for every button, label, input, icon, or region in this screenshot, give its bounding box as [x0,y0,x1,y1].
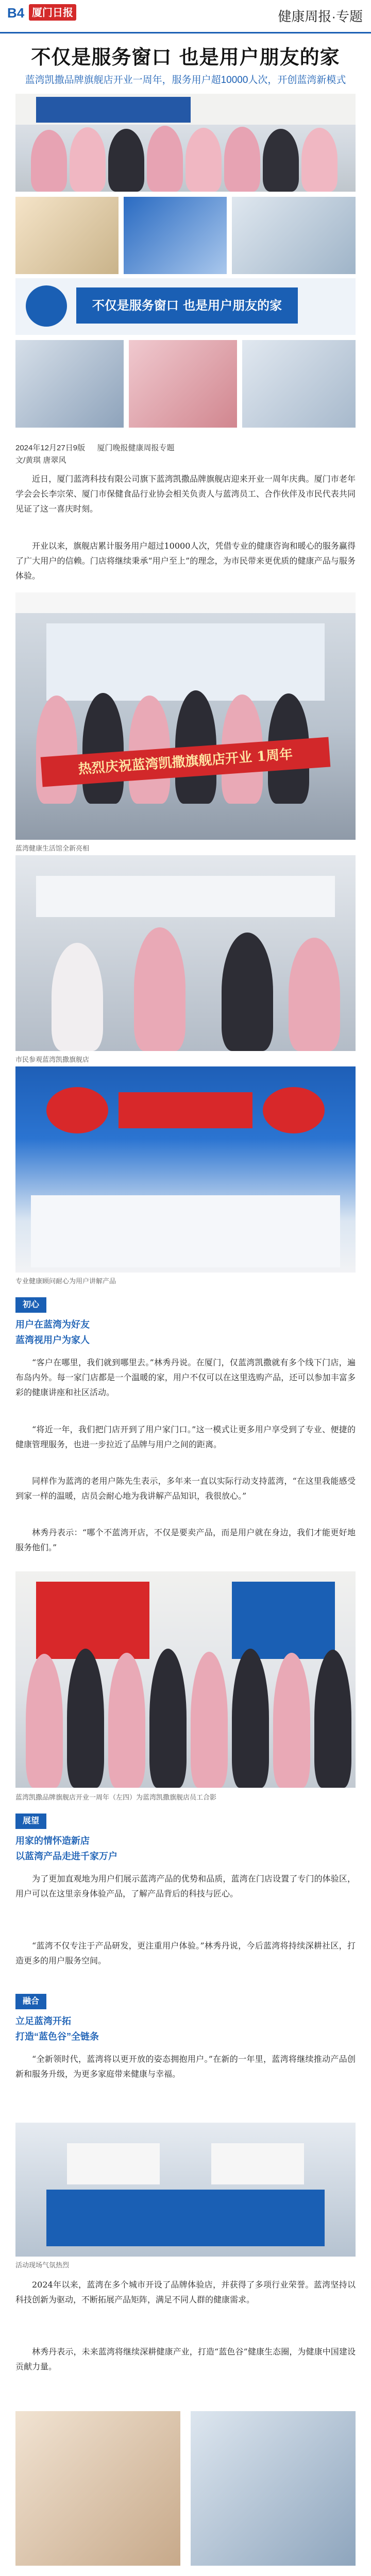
store-photo-right [242,340,356,428]
caption-4: 活动现场气氛热烈 [15,2261,70,2269]
section-1-tag: 初心 [15,1297,46,1313]
section-2-head-1: 用家的情怀造新店 [15,1836,90,1846]
dateline [15,442,174,453]
event-photo [232,197,356,274]
paragraph-10: 2024年以来，蓝湾在多个城市开设了品牌体验店，并获得了多项行业荣誉。蓝湾坚持以科技创新为驱动，不断拓展产品矩阵，满足不同人群的健康需求。 [15,2280,356,2304]
paragraph-2: 开业以来，旗舰店累计服务用户超过10000人次，凭借专业的健康咨询和暖心的服务赢得了广大用户的信赖。门店将继续秉承“用户至上”的理念，为市民带来更优质的健康产品与服务体验。 [15,541,356,581]
byline-source: 厦门晚报健康周报专题 [97,444,175,452]
bottom-photo-left [15,2411,180,2566]
byline-author: 文/黄琪 唐翠风 [15,456,66,465]
newspaper-logo: 厦门日报 [29,4,76,21]
caption-5: 蓝湾凯撒品牌旗舰店开业一周年（左四）为蓝湾凯撒旗舰店员工合影 [15,1793,217,1801]
section-1-head-2: 蓝湾视用户为家人 [15,1335,90,1345]
store-entrance-photo [15,592,356,840]
paragraph-3: “客户在哪里，我们就到哪里去。”林秀丹说。在厦门，仅蓝湾凯撒就有多个线下门店，遍布岛内外。每一家门店都是一个温暖的家，用户不仅可以在这里选购产品，还可以参加丰富多彩的健康讲座和社区活动。 [15,1358,356,1397]
paragraph-7: 为了更加直观地为用户们展示蓝湾产品的优势和品质，蓝湾在门店设置了专门的体验区，用户可以在这里亲身体验产品，了解产品背后的科技与匠心。 [15,1874,356,1899]
masthead [0,0,371,33]
consultation-photo [15,855,356,1051]
paragraph-6: 林秀丹表示：“哪个不蓝湾开店，不仅是要卖产品，而是用户就在身边，我们才能更好地服务他们。” [15,1528,356,1552]
paragraph-8: “蓝湾不仅专注于产品研发，更注重用户体验。”林秀丹说，今后蓝湾将持续深耕社区，打造更多的用户服务空间。 [15,1941,356,1965]
collage-title-card [15,278,356,335]
page-subheadline: 蓝湾凯撒品牌旗舰店开业一周年，服务用户超10000人次，开创蓝湾新模式 [25,75,346,86]
caption-3: 蓝湾健康生活馆全新亮相 [15,844,90,852]
group-photo-top [15,94,356,192]
paragraph-5: 同样作为蓝湾的老用户陈先生表示，多年来一直以实际行动支持蓝湾，“在这里我能感受到家一样的温暖，店员会耐心地为我讲解产品知识，我很放心。” [15,1476,356,1501]
product-display-photo [15,1066,356,1273]
byline-date: 2024年12月27日9版 [15,444,86,452]
paragraph-4: “将近一年，我们把门店开到了用户家门口。”这一模式让更多用户享受到了专业、便捷的健康管理服务，也进一步拉近了品牌与用户之间的距离。 [15,1425,356,1449]
page-headline: 不仅是服务窗口 也是用户朋友的家 [31,45,340,69]
section-title: 健康周报·专题 [278,9,363,24]
store-photo-left [15,340,124,428]
product-showcase-photo [15,2123,356,2257]
section-3-tag: 融合 [15,1994,46,2009]
shop-interior-photo [15,197,119,274]
paragraph-1: 近日，厦门蓝湾科技有限公司旗下蓝湾凯撒品牌旗舰店迎来开业一周年庆典。厦门市老年学会会长李宗荣、厦门市保健食品行业协会相关负责人与蓝湾员工、合作伙伴及市民代表共同见证了这一喜庆时刻。 [15,474,356,514]
caption-1: 专业健康顾问耐心为用户讲解产品 [15,1277,116,1285]
section-2-tag: 展望 [15,1814,46,1829]
section-2-head-2: 以蓝湾产品走进千家万户 [15,1851,117,1861]
group-photo-staff [15,1571,356,1788]
section-1-head-1: 用户在蓝湾为好友 [15,1319,90,1330]
paragraph-9: “全新领时代，蓝湾将以更开放的姿态拥抱用户。”在新的一年里，蓝湾将继续推动产品创新和服务升级，为更多家庭带来健康与幸福。 [15,2054,356,2079]
store-photo-mid [129,340,237,428]
section-3-head-2: 打造“蓝色谷”全链条 [15,2031,99,2042]
product-photo [124,197,227,274]
collage-headline: 不仅是服务窗口 也是用户朋友的家 [76,287,298,324]
anniversary-banner: 热烈庆祝蓝湾凯撒旗舰店开业 1周年 [41,737,331,787]
section-3-head-1: 立足蓝湾开拓 [15,2016,71,2026]
caption-2: 市民参观蓝湾凯撒旗舰店 [15,1056,90,1063]
paragraph-11: 林秀丹表示，未来蓝湾将继续深耕健康产业，打造“蓝色谷”健康生态圈，为健康中国建设贡献力量。 [15,2347,356,2371]
page-number: B4 [7,5,25,21]
bottom-photo-right [191,2411,356,2566]
